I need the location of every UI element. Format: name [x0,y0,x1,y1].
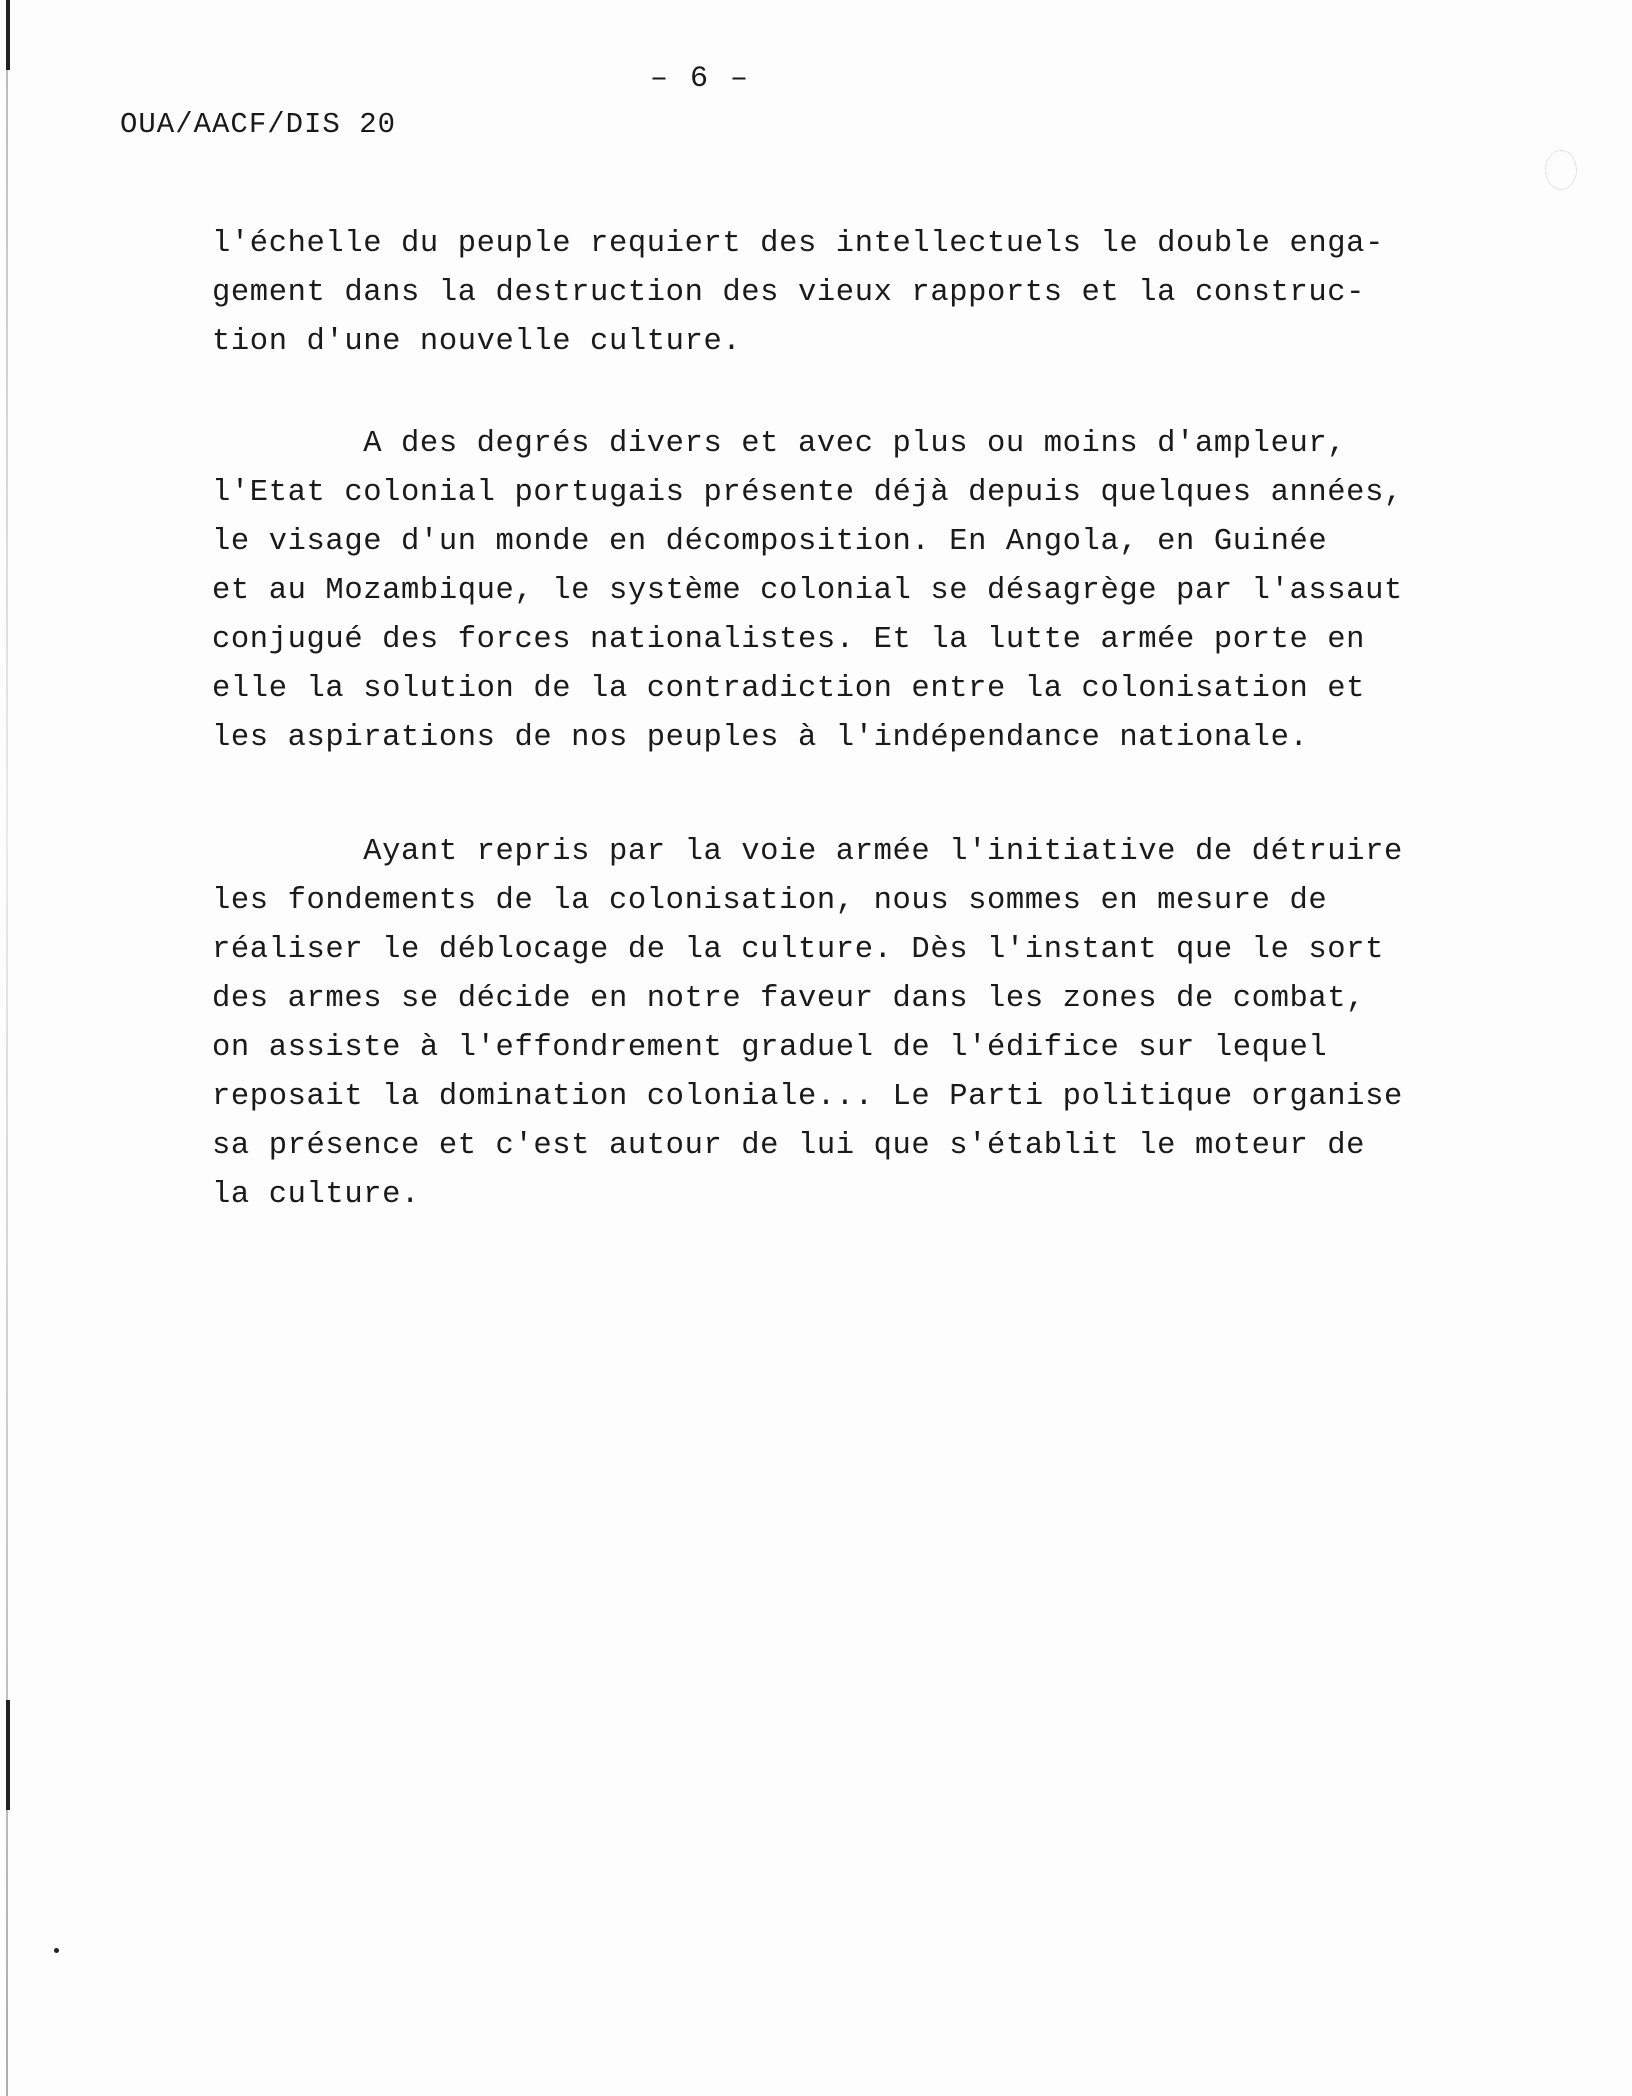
text-line: le visage d'un monde en décomposition. En Angola, en Guinée [212,525,1328,559]
text-line: tion d'une nouvelle culture. [212,325,742,359]
paragraph-1 [212,220,1482,367]
scan-edge-mark [6,0,10,70]
text-line: reposait la domination coloniale... Le Parti politique organise [212,1080,1403,1114]
text-line: et au Mozambique, le système colonial se désagrège par l'assaut [212,574,1403,608]
document-reference: OUA/AACF/DIS 20 [120,108,397,141]
text-line: on assiste à l'effondrement graduel de l'édifice sur lequel [212,1031,1328,1065]
text-line: l'échelle du peuple requiert des intellectuels le double enga- [212,227,1384,261]
text-line: conjugué des forces nationalistes. Et la lutte armée porte en [212,623,1366,657]
text-line: elle la solution de la contradiction entre la colonisation et [212,672,1366,706]
paragraph-3 [212,828,1482,1220]
text-line: sa présence et c'est autour de lui que s'établit le moteur de [212,1129,1366,1163]
text-line: réaliser le déblocage de la culture. Dès l'instant que le sort [212,933,1384,967]
paragraph-2 [212,420,1482,763]
text-line: la culture. [212,1178,420,1212]
text-line: les fondements de la colonisation, nous sommes en mesure de [212,884,1328,918]
text-line: Ayant repris par la voie armée l'initiative de détruire [212,835,1403,869]
scan-smudge [1545,150,1577,190]
scan-speck [54,1948,59,1953]
page-number: – 6 – [650,62,751,96]
text-line: gement dans la destruction des vieux rapports et la construc- [212,276,1366,310]
scan-edge-mark [6,1700,10,1810]
text-line: l'Etat colonial portugais présente déjà depuis quelques années, [212,476,1403,510]
text-line: A des degrés divers et avec plus ou moins d'ampleur, [212,427,1347,461]
text-line: les aspirations de nos peuples à l'indépendance nationale. [212,721,1309,755]
text-line: des armes se décide en notre faveur dans les zones de combat, [212,982,1366,1016]
